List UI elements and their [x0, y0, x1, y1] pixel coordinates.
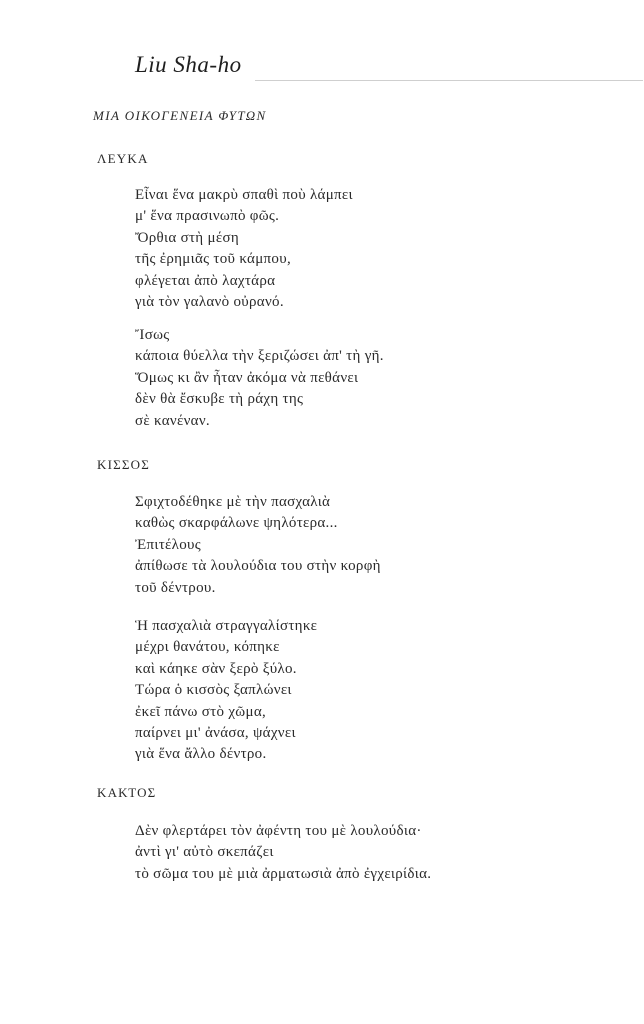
poem-line: καθὼς σκαρφάλωνε ψηλότερα...	[135, 515, 338, 532]
poem-line: παίρνει μι' ἀνάσα, ψάχνει	[135, 725, 296, 742]
poem-line: Τώρα ὁ κισσὸς ξαπλώνει	[135, 682, 292, 699]
poem-line: γιὰ τὸν γαλανὸ οὐρανό.	[135, 294, 284, 311]
poem-line: μ' ἕνα πρασινωπὸ φῶς.	[135, 208, 280, 225]
poem-line: τοῦ δέντρου.	[135, 579, 216, 596]
poem-line: Δὲν φλερτάρει τὸν ἀφέντη του μὲ λουλούδια·	[135, 823, 422, 839]
poem-line: Ὅμως κι ἂν ἦταν ἀκόμα νὰ πεθάνει	[135, 369, 359, 386]
poem-line: κάποια θύελλα τὴν ξεριζώσει ἀπ' τὴ γῆ.	[135, 348, 384, 365]
stanza	[135, 492, 381, 599]
poem-line: καὶ κάηκε σὰν ξερὸ ξύλο.	[135, 660, 297, 677]
poem-line: τῆς ἐρημιᾶς τοῦ κάμπου,	[135, 251, 291, 268]
section-heading-leuka: ΛΕΥΚΑ	[97, 151, 149, 166]
poem-line: γιὰ ἕνα ἄλλο δέντρο.	[135, 746, 267, 763]
poem-line: ἀντὶ γι' αὐτὸ σκεπάζει	[135, 844, 274, 861]
poem-line: Εἶναι ἕνα μακρὺ σπαθὶ ποὺ λάμπει	[135, 187, 353, 203]
poem-line: Ἐπιτέλους	[135, 536, 201, 553]
header-rule	[255, 80, 643, 81]
poem-line: ἐκεῖ πάνω στὸ χῶμα,	[135, 703, 267, 720]
stanza	[135, 325, 384, 432]
stanza	[135, 616, 317, 766]
poem-line: φλέγεται ἀπὸ λαχτάρα	[135, 272, 276, 289]
stanza	[135, 185, 353, 313]
author-name: Liu Sha-ho	[135, 52, 242, 77]
poem-line: δὲν θὰ ἔσκυβε τὴ ράχη της	[135, 391, 304, 408]
poem-line: Ὄρθια στὴ μέση	[135, 229, 239, 246]
poem-line: σὲ κανέναν.	[135, 412, 210, 429]
section-heading-kaktos: ΚΑΚΤΟΣ	[97, 785, 157, 800]
collection-title: ΜΙΑ ΟΙΚΟΓΕΝΕΙΑ ΦΥΤΩΝ	[93, 108, 267, 123]
poem-line: Ἡ πασχαλιὰ στραγγαλίστηκε	[135, 618, 318, 634]
poem-line: τὸ σῶμα του μὲ μιὰ ἀρματωσιὰ ἀπὸ ἐγχειρίδια.	[135, 865, 432, 882]
stanza	[135, 821, 431, 885]
poem-line: ἀπίθωσε τὰ λουλούδια του στὴν κορφὴ	[135, 558, 381, 575]
poem-line: Σφιχτοδέθηκε μὲ τὴν πασχαλιὰ	[135, 494, 331, 510]
poem-line: Ἴσως	[135, 327, 170, 343]
section-heading-kissos: ΚΙΣΣΟΣ	[97, 457, 151, 472]
poem-line: μέχρι θανάτου, κόπηκε	[135, 639, 280, 656]
